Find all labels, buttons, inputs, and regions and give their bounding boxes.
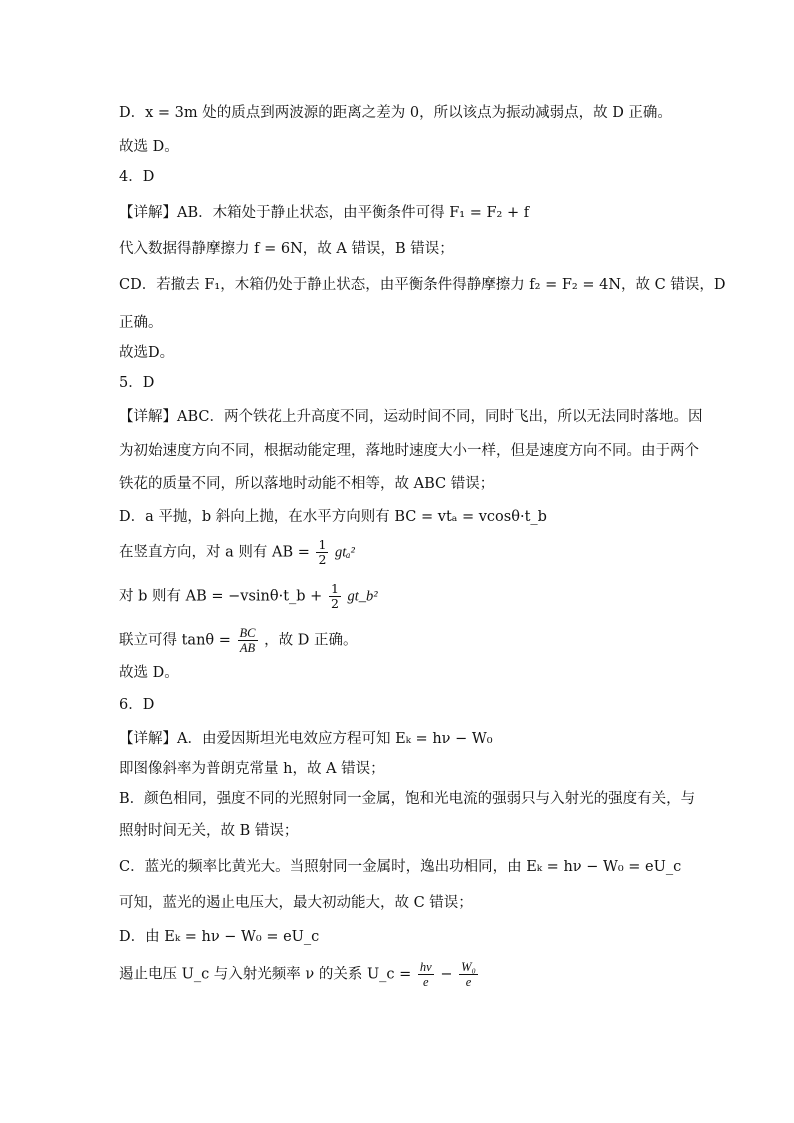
formula-text: 在竖直方向，对 a 则有 AB = [119, 544, 310, 561]
text-line: 【详解】A．由爱因斯坦光电效应方程可知 Eₖ = hν − W₀ [119, 731, 493, 747]
question-answer: 6．D [119, 697, 155, 713]
text-line: 即图像斜率为普朗克常量 h，故 A 错误； [119, 761, 385, 777]
numerator: hν [419, 960, 432, 974]
text-line: 可知，蓝光的遏止电压大，最大初动能大，故 C 错误； [119, 895, 473, 911]
fraction [316, 538, 328, 567]
text-line: CD．若撤去 F₁，木箱仍处于静止状态，由平衡条件得静摩擦力 f₂ = F₂ = 4N，故 C 错误，D [119, 277, 726, 293]
formula-line [119, 626, 684, 655]
text-line: D．x = 3m 处的质点到两波源的距离之差为 0，所以该点为振动减弱点，故 D 正确。 [119, 105, 672, 121]
text-line: D．由 Eₖ = hν − W₀ = eU_c [119, 929, 320, 945]
fraction [418, 960, 434, 989]
fraction [238, 626, 258, 655]
formula-text: 联立可得 tanθ = [119, 632, 231, 649]
formula-text: 对 b 则有 AB = −vsinθ·t_b + [119, 588, 323, 605]
formula-text: 遏止电压 U_c 与入射光频率 ν 的关系 U_c = [119, 966, 412, 983]
formula-text: ，故 D 正确。 [264, 632, 358, 649]
denominator: e [465, 975, 472, 989]
text-line: 故选D。 [119, 345, 175, 361]
fraction [329, 582, 341, 611]
numerator: 1 [330, 581, 339, 596]
text-line: 照射时间无关，故 B 错误； [119, 823, 299, 839]
formula-line [119, 582, 684, 611]
numerator: BC [239, 626, 256, 640]
text-line: C．蓝光的频率比黄光大。当照射同一金属时，逸出功相同，由 Eₖ = hν − W₀ = eU_c [119, 859, 682, 875]
denominator: 2 [318, 552, 327, 567]
text-line: 故选 D。 [119, 665, 179, 681]
text-line: 【详解】AB．木箱处于静止状态，由平衡条件可得 F₁ = F₂ + f [119, 205, 530, 221]
text-line: 铁花的质量不同，所以落地时动能不相等，故 ABC 错误； [119, 476, 495, 492]
text-line: 【详解】ABC．两个铁花上升高度不同，运动时间不同，同时飞出，所以无法同时落地。因 [119, 409, 703, 425]
numerator: W₀ [461, 960, 476, 974]
text-line: 故选 D。 [119, 139, 179, 155]
text-line: 为初始速度方向不同，根据动能定理，落地时速度大小一样，但是速度方向不同。由于两个 [119, 443, 699, 459]
question-answer: 5．D [119, 375, 155, 391]
question-answer: 4．D [119, 169, 155, 185]
denominator: 2 [330, 596, 339, 611]
text-line: 正确。 [119, 315, 163, 331]
denominator: e [423, 975, 429, 989]
denominator: AB [239, 641, 256, 655]
formula-text: gtₐ² [335, 544, 355, 561]
formula-line [119, 960, 684, 989]
text-line: 代入数据得静摩擦力 f = 6N，故 A 错误，B 错误； [119, 241, 454, 257]
formula-text: gt_b² [347, 588, 378, 605]
text-line: D．a 平抛，b 斜向上抛，在水平方向则有 BC = vtₐ = vcosθ·t_b [119, 509, 547, 525]
formula-line [119, 538, 684, 567]
minus-sign: − [440, 966, 453, 983]
text-line: B．颜色相同，强度不同的光照射同一金属，饱和光电流的强弱只与入射光的强度有关，与 [119, 791, 696, 807]
fraction [459, 960, 478, 989]
numerator: 1 [318, 537, 327, 552]
